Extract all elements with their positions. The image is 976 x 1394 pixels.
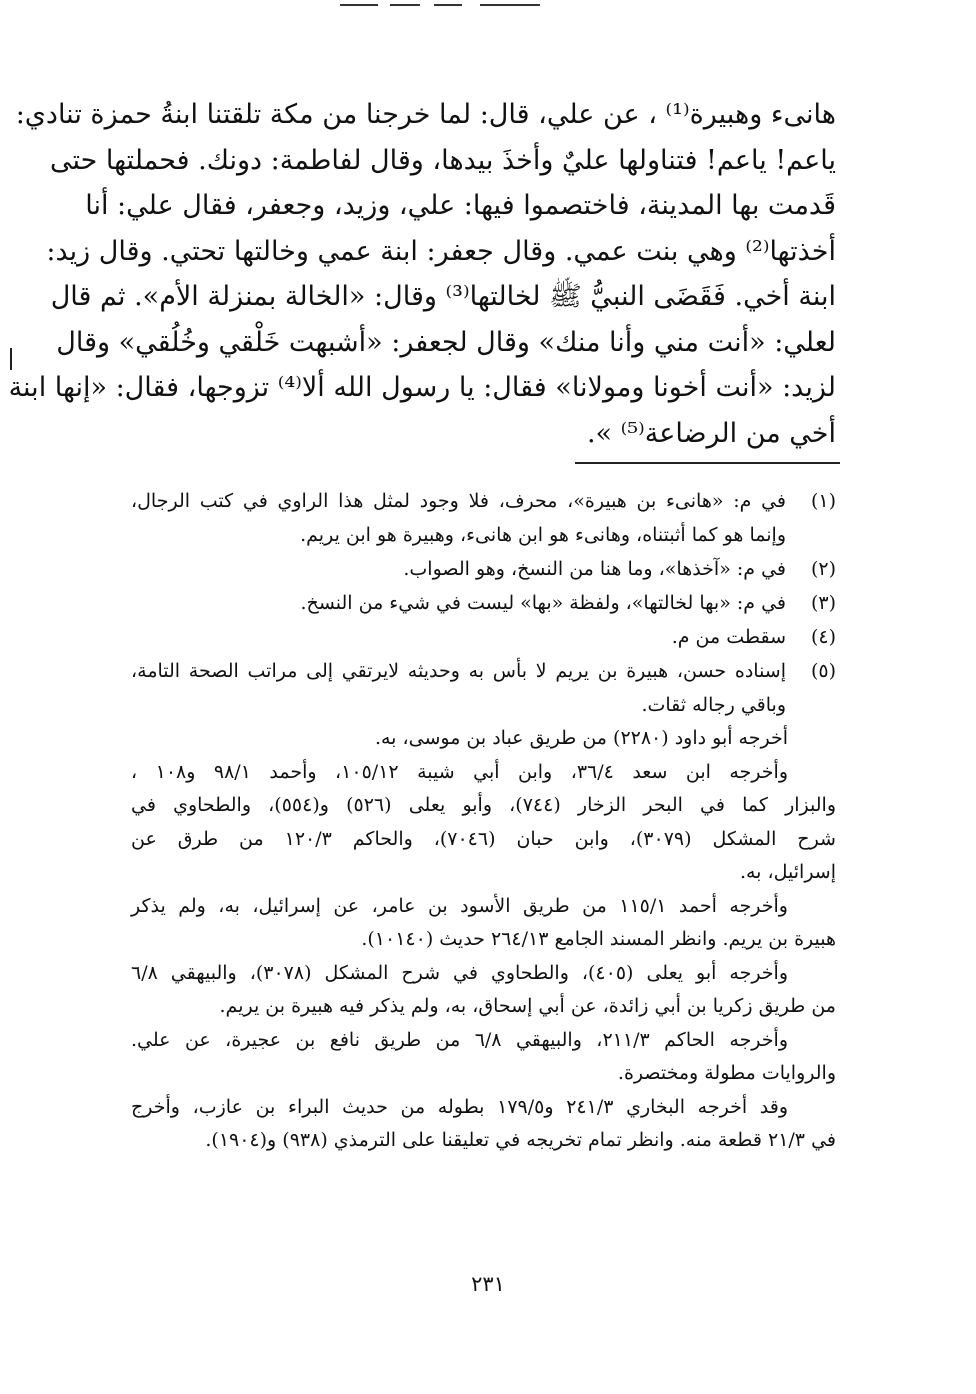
takhrij-line: من طريق زكريا بن أبي زائدة، عن أبي إسحاق، به، ولم يذكر فيه هبيرة بن يريم. [219, 995, 836, 1017]
footnote-line: في م: «آخذها»، وما هنا من النسخ، وهو الصواب. [403, 558, 786, 580]
takhrij-paragraph [131, 1091, 836, 1158]
footnote [131, 484, 836, 552]
main-text-line: ابنة أخي. فَقَضَى النبيُّ ﷺ لخالتها⁽³⁾ وقال: «الخالة بمنزلة الأم». ثم قال [50, 281, 836, 312]
main-text [8, 92, 836, 456]
footnote-number: (٥) [810, 660, 836, 682]
footnote-line: إسناده حسن، هبيرة بن يريم لا بأس به وحديثه لايرتقي إلى مراتب الصحة التامة، [131, 660, 786, 682]
takhrij-line: هبيرة بن يريم. وانظر المسند الجامع ٢٦٤/١٣ حديث (١٠١٤٠). [361, 928, 836, 950]
takhrij-paragraph [131, 957, 836, 1024]
top-mark [434, 4, 462, 6]
footnote-number: (٢) [810, 558, 836, 580]
footnote-line: سقطت من م. [671, 626, 786, 648]
footnote [131, 620, 836, 654]
footnote-line: وباقي رجاله ثقات. [641, 694, 786, 716]
page-number: ٢٣١ [471, 1272, 505, 1296]
footnotes [131, 484, 836, 1158]
takhrij-paragraph [131, 1024, 836, 1091]
footnote-line: في م: «هانىء بن هبيرة»، محرف، فلا وجود لمثل هذا الراوي في كتب الرجال، [131, 490, 786, 512]
takhrij-paragraph [131, 890, 836, 957]
footnote [131, 654, 836, 722]
top-mark [340, 4, 378, 6]
top-mark [480, 4, 540, 6]
footnote-number: (٤) [810, 626, 836, 648]
top-mark [390, 4, 420, 6]
footnote-line: في م: «بها لخالتها»، ولفظة «بها» ليست في شيء من النسخ. [300, 592, 786, 614]
takhrij-paragraph [131, 756, 836, 890]
footnote-number: (٣) [810, 592, 836, 614]
takhrij-line: وأخرجه ابن سعد ٣٦/٤، وابن أبي شيبة ١٠٥/١٢، وأحمد ٩٨/١ و١٠٨ ، [131, 760, 788, 783]
takhrij-line: وأخرجه أبو يعلى (٤٠٥)، والطحاوي في شرح المشكل (٣٠٧٨)، والبيهقي ٦/٨ [131, 961, 789, 984]
footnote-number: (١) [810, 490, 836, 512]
main-text-line: ياعم! ياعم! فتناولها عليٌ وأخذَ بيدها، وقال لفاطمة: دونك. فحملتها حتى [49, 144, 836, 176]
takhrij-line: وأخرجه أحمد ١١٥/١ من طريق الأسود بن عامر، عن إسرائيل، به، ولم يذكر [131, 894, 788, 917]
takhrij-line: إسرائيل، به. [739, 861, 836, 883]
takhrij-paragraph [131, 722, 836, 756]
main-text-line: أخذتها⁽²⁾ وهي بنت عمي. وقال جعفر: ابنة عمي وخالتها تحتي. وقال زيد: [46, 235, 836, 267]
main-text-line: لزيد: «أنت أخونا ومولانا» فقال: يا رسول الله ألا⁽⁴⁾ تزوجها، فقال: «إنها ابنة [8, 372, 836, 403]
footnote-line: وإنما هو كما أثبتناه، وهانىء هو ابن هانىء، وهبيرة هو ابن يريم. [300, 524, 786, 546]
takhrij-line: في ٢١/٣ قطعة منه. وانظر تمام تخريجه في تعليقنا على الترمذي (٩٣٨) و(١٩٠٤). [205, 1129, 836, 1151]
takhrij-line: وقد أخرجه البخاري ٢٤١/٣ و١٧٩/٥ بطوله من حديث البراء بن عازب، وأخرج [131, 1095, 788, 1118]
footnote [131, 552, 836, 586]
main-text-line: هانىء وهبيرة⁽¹⁾ ، عن علي، قال: لما خرجنا من مكة تلقتنا ابنةُ حمزة تنادي: [15, 99, 836, 130]
takhrij-line: شرح المشكل (٣٠٧٩)، وابن حبان (٧٠٤٦)، والحاكم ١٢٠/٣ من طرق عن [131, 827, 836, 850]
takhrij-line: والروايات مطولة ومختصرة. [617, 1062, 836, 1084]
takhrij-line: والبزار كما في البحر الزخار (٧٤٤)، وأبو يعلى (٥٢٦) و(٥٥٤)، والطحاوي في [131, 794, 837, 816]
footnote [131, 586, 836, 620]
takhrij-line: أخرجه أبو داود (٢٢٨٠) من طريق عباد بن موسى، به. [374, 727, 788, 749]
footnote-separator [575, 462, 840, 464]
takhrij-line: وأخرجه الحاكم ٢١١/٣، والبيهقي ٦/٨ من طريق نافع بن عجيرة، عن علي. [131, 1028, 788, 1051]
top-rule-marks [340, 0, 570, 10]
main-text-line: قَدمت بها المدينة، فاختصموا فيها: علي، وزيد، وجعفر، فقال علي: أنا [85, 190, 836, 221]
main-text-line: لعلي: «أنت مني وأنا منك» وقال لجعفر: «أشبهت خَلْقي وخُلُقي» وقال [56, 326, 836, 358]
main-text-line: أخي من الرضاعة⁽⁵⁾ ». [586, 417, 836, 449]
